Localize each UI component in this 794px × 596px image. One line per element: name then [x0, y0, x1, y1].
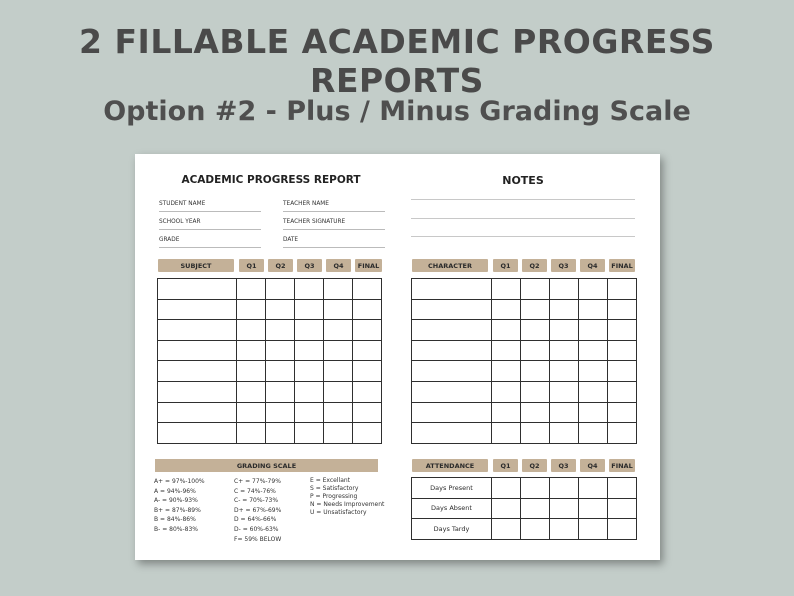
grading-scale-entry: P = Progressing	[310, 493, 358, 500]
grading-scale-entry: B+ = 87%-89%	[154, 506, 201, 514]
character-row-label-cell[interactable]	[412, 279, 492, 300]
subject-row-label-cell[interactable]	[158, 361, 237, 382]
character-row-label-cell[interactable]	[412, 361, 492, 382]
character-q3-header: Q3	[551, 259, 576, 272]
subject-row-label-cell[interactable]	[158, 381, 237, 402]
character-row-grade-cell[interactable]	[521, 299, 550, 320]
subject-row-grade-cell[interactable]	[237, 381, 266, 402]
attendance-cell[interactable]	[550, 519, 579, 540]
student-name-field[interactable]: STUDENT NAME	[159, 200, 261, 212]
subject-row-grade-cell[interactable]	[237, 423, 266, 444]
subject-row-grade-cell[interactable]	[266, 340, 295, 361]
grading-scale-letters-a-b	[154, 477, 205, 535]
subject-q2-header: Q2	[268, 259, 293, 272]
subject-row-grade-cell[interactable]	[295, 299, 324, 320]
subject-row-grade-cell[interactable]	[266, 299, 295, 320]
grading-scale-letters-c-f	[234, 477, 281, 544]
character-row-grade-cell[interactable]	[608, 402, 637, 423]
character-row-grade-cell[interactable]	[579, 279, 608, 300]
attendance-cell[interactable]	[492, 519, 521, 540]
attendance-row	[412, 498, 637, 519]
subject-row-grade-cell[interactable]	[237, 340, 266, 361]
subject-row-grade-cell[interactable]	[353, 381, 382, 402]
subject-row-grade-cell[interactable]	[324, 423, 353, 444]
subject-row-grade-cell[interactable]	[237, 320, 266, 341]
attendance-header: ATTENDANCE	[412, 459, 488, 472]
subject-row-label-cell[interactable]	[158, 320, 237, 341]
subject-row	[158, 381, 382, 402]
subject-row-grade-cell[interactable]	[324, 361, 353, 382]
grade-field[interactable]: GRADE	[159, 236, 261, 248]
subject-grid	[157, 278, 382, 444]
character-row-grade-cell[interactable]	[608, 299, 637, 320]
grading-scale-header: GRADING SCALE	[155, 459, 378, 472]
date-field[interactable]: DATE	[283, 236, 385, 248]
attendance-q2-header: Q2	[522, 459, 547, 472]
subject-row	[158, 423, 382, 444]
character-row-grade-cell[interactable]	[579, 320, 608, 341]
attendance-cell[interactable]	[579, 498, 608, 519]
subject-row-grade-cell[interactable]	[266, 402, 295, 423]
character-row-grade-cell[interactable]	[492, 340, 521, 361]
character-row-label-cell[interactable]	[412, 402, 492, 423]
character-final-header: FINAL	[609, 259, 635, 272]
page-title: 2 FILLABLE ACADEMIC PROGRESS REPORTS	[79, 22, 715, 100]
grading-scale-entry: A- = 90%-93%	[154, 497, 198, 505]
character-row-grade-cell[interactable]	[521, 279, 550, 300]
grading-scale-entry: C- = 70%-73%	[234, 497, 279, 505]
character-row-grade-cell[interactable]	[521, 361, 550, 382]
character-row-grade-cell[interactable]	[492, 299, 521, 320]
character-row-grade-cell[interactable]	[492, 320, 521, 341]
subject-row-grade-cell[interactable]	[266, 279, 295, 300]
subject-row-label-cell[interactable]	[158, 423, 237, 444]
character-row-grade-cell[interactable]	[579, 423, 608, 444]
character-row-grade-cell[interactable]	[521, 423, 550, 444]
character-row-grade-cell[interactable]	[579, 299, 608, 320]
subject-row-grade-cell[interactable]	[295, 423, 324, 444]
character-row	[412, 402, 637, 423]
character-row-grade-cell[interactable]	[608, 423, 637, 444]
character-grid	[411, 278, 637, 444]
character-row-grade-cell[interactable]	[521, 381, 550, 402]
character-row	[412, 381, 637, 402]
subject-row-grade-cell[interactable]	[353, 320, 382, 341]
report-heading: ACADEMIC PROGRESS REPORT	[181, 174, 361, 186]
subject-row-grade-cell[interactable]	[353, 279, 382, 300]
character-header: CHARACTER	[412, 259, 488, 272]
character-q2-header: Q2	[522, 259, 547, 272]
attendance-cell[interactable]	[550, 478, 579, 499]
subject-row-grade-cell[interactable]	[237, 402, 266, 423]
subject-row-grade-cell[interactable]	[324, 279, 353, 300]
character-row-grade-cell[interactable]	[579, 381, 608, 402]
character-row-grade-cell[interactable]	[608, 279, 637, 300]
attendance-q1-header: Q1	[493, 459, 518, 472]
subject-row-grade-cell[interactable]	[324, 320, 353, 341]
character-row-grade-cell[interactable]	[579, 340, 608, 361]
subject-row-grade-cell[interactable]	[237, 279, 266, 300]
subject-row-grade-cell[interactable]	[324, 381, 353, 402]
report-sheet	[135, 154, 660, 560]
character-row-grade-cell[interactable]	[492, 423, 521, 444]
subject-row-grade-cell[interactable]	[353, 299, 382, 320]
character-row-grade-cell[interactable]	[579, 402, 608, 423]
subject-row-grade-cell[interactable]	[295, 340, 324, 361]
character-row-grade-cell[interactable]	[521, 340, 550, 361]
subject-header: SUBJECT	[158, 259, 234, 272]
character-row-grade-cell[interactable]	[550, 279, 579, 300]
grading-scale-entry: E = Excellant	[310, 477, 351, 484]
character-q1-header: Q1	[493, 259, 518, 272]
character-row	[412, 340, 637, 361]
character-row-grade-cell[interactable]	[550, 340, 579, 361]
grading-scale-entry: D- = 60%-63%	[234, 525, 279, 533]
character-row-grade-cell[interactable]	[550, 299, 579, 320]
attendance-grid	[411, 477, 637, 540]
character-row-grade-cell[interactable]	[550, 320, 579, 341]
attendance-row	[412, 478, 637, 499]
grading-scale-entry: N = Needs Improvement	[310, 501, 385, 508]
subject-row-grade-cell[interactable]	[237, 299, 266, 320]
character-row-grade-cell[interactable]	[550, 402, 579, 423]
attendance-cell[interactable]	[521, 498, 550, 519]
character-row-grade-cell[interactable]	[579, 361, 608, 382]
grading-scale-entry: S = Satisfactory	[310, 485, 359, 492]
character-row-grade-cell[interactable]	[550, 381, 579, 402]
character-row-label-cell[interactable]	[412, 381, 492, 402]
character-row-label-cell[interactable]	[412, 423, 492, 444]
grading-scale-entry: D+ = 67%-69%	[234, 506, 282, 514]
subject-row-grade-cell[interactable]	[295, 381, 324, 402]
character-row	[412, 299, 637, 320]
grading-scale-entry: A+ = 97%-100%	[154, 478, 205, 485]
subject-row-grade-cell[interactable]	[266, 320, 295, 341]
subject-row-grade-cell[interactable]	[353, 423, 382, 444]
grading-scale-entry: F= 59% BELOW	[234, 535, 282, 543]
attendance-cell[interactable]	[492, 498, 521, 519]
subject-row-grade-cell[interactable]	[324, 402, 353, 423]
subject-row	[158, 402, 382, 423]
subject-row-grade-cell[interactable]	[324, 299, 353, 320]
attendance-cell[interactable]	[521, 519, 550, 540]
subject-q4-header: Q4	[326, 259, 351, 272]
teacher-signature-field[interactable]: TEACHER SIGNATURE	[283, 218, 385, 230]
subject-row-grade-cell[interactable]	[237, 361, 266, 382]
grading-scale-entry: C = 74%-76%	[234, 487, 276, 495]
character-row-grade-cell[interactable]	[492, 402, 521, 423]
subject-row-grade-cell[interactable]	[295, 361, 324, 382]
character-row-grade-cell[interactable]	[608, 340, 637, 361]
subject-row-label-cell[interactable]	[158, 279, 237, 300]
grading-scale-entry: A = 94%-96%	[154, 487, 196, 495]
character-row	[412, 279, 637, 300]
subject-row	[158, 299, 382, 320]
subject-row-grade-cell[interactable]	[353, 402, 382, 423]
subject-row	[158, 279, 382, 300]
subject-row-grade-cell[interactable]	[295, 402, 324, 423]
subject-row-grade-cell[interactable]	[353, 361, 382, 382]
grading-scale-codes	[310, 477, 384, 517]
subject-row-grade-cell[interactable]	[353, 340, 382, 361]
subject-row-label-cell[interactable]	[158, 402, 237, 423]
character-row-grade-cell[interactable]	[550, 423, 579, 444]
subject-row-label-cell[interactable]	[158, 340, 237, 361]
subject-row-label-cell[interactable]	[158, 299, 237, 320]
grading-scale-entry: C+ = 77%-79%	[234, 478, 281, 485]
subject-row	[158, 320, 382, 341]
character-row-grade-cell[interactable]	[521, 402, 550, 423]
character-q4-header: Q4	[580, 259, 605, 272]
attendance-row	[412, 519, 637, 540]
character-row-grade-cell[interactable]	[492, 279, 521, 300]
notes-line[interactable]	[411, 199, 635, 200]
subject-row-grade-cell[interactable]	[266, 381, 295, 402]
character-row-label-cell[interactable]	[412, 299, 492, 320]
subject-row-grade-cell[interactable]	[266, 361, 295, 382]
attendance-cell[interactable]	[492, 478, 521, 499]
attendance-final-header: FINAL	[609, 459, 635, 472]
character-row-grade-cell[interactable]	[492, 381, 521, 402]
subject-row-grade-cell[interactable]	[324, 340, 353, 361]
grading-scale-entry: D = 64%-66%	[234, 516, 277, 524]
attendance-cell[interactable]	[579, 519, 608, 540]
grading-scale-entry: U = Unsatisfactory	[310, 509, 367, 516]
attendance-row-label: Days Absent	[412, 498, 492, 519]
grading-scale-entry: B- = 80%-83%	[154, 525, 198, 533]
attendance-cell[interactable]	[608, 498, 637, 519]
subject-q3-header: Q3	[297, 259, 322, 272]
subject-row-grade-cell[interactable]	[295, 279, 324, 300]
school-year-field[interactable]: SCHOOL YEAR	[159, 218, 261, 230]
character-row-grade-cell[interactable]	[521, 320, 550, 341]
notes-heading: NOTES	[502, 174, 544, 187]
teacher-name-field[interactable]: TEACHER NAME	[283, 200, 385, 212]
subject-row-grade-cell[interactable]	[295, 320, 324, 341]
character-row-grade-cell[interactable]	[550, 361, 579, 382]
character-row-grade-cell[interactable]	[608, 381, 637, 402]
subject-row-grade-cell[interactable]	[266, 423, 295, 444]
subject-final-header: FINAL	[355, 259, 382, 272]
character-row-grade-cell[interactable]	[608, 320, 637, 341]
attendance-q3-header: Q3	[551, 459, 576, 472]
attendance-cell[interactable]	[608, 478, 637, 499]
subject-q1-header: Q1	[239, 259, 264, 272]
subject-row	[158, 340, 382, 361]
attendance-cell[interactable]	[521, 478, 550, 499]
subject-row	[158, 361, 382, 382]
attendance-cell[interactable]	[550, 498, 579, 519]
character-row-grade-cell[interactable]	[492, 361, 521, 382]
notes-line[interactable]	[411, 218, 635, 219]
attendance-row-label: Days Tardy	[412, 519, 492, 540]
attendance-row-label: Days Present	[412, 478, 492, 499]
grading-scale-entry: B = 84%-86%	[154, 516, 196, 524]
page-subtitle: Option #2 - Plus / Minus Grading Scale	[103, 96, 691, 127]
character-row	[412, 361, 637, 382]
character-row	[412, 423, 637, 444]
character-row-grade-cell[interactable]	[608, 361, 637, 382]
attendance-q4-header: Q4	[580, 459, 605, 472]
notes-line[interactable]	[411, 236, 635, 237]
attendance-cell[interactable]	[608, 519, 637, 540]
character-row-label-cell[interactable]	[412, 320, 492, 341]
attendance-cell[interactable]	[579, 478, 608, 499]
character-row-label-cell[interactable]	[412, 340, 492, 361]
character-row	[412, 320, 637, 341]
